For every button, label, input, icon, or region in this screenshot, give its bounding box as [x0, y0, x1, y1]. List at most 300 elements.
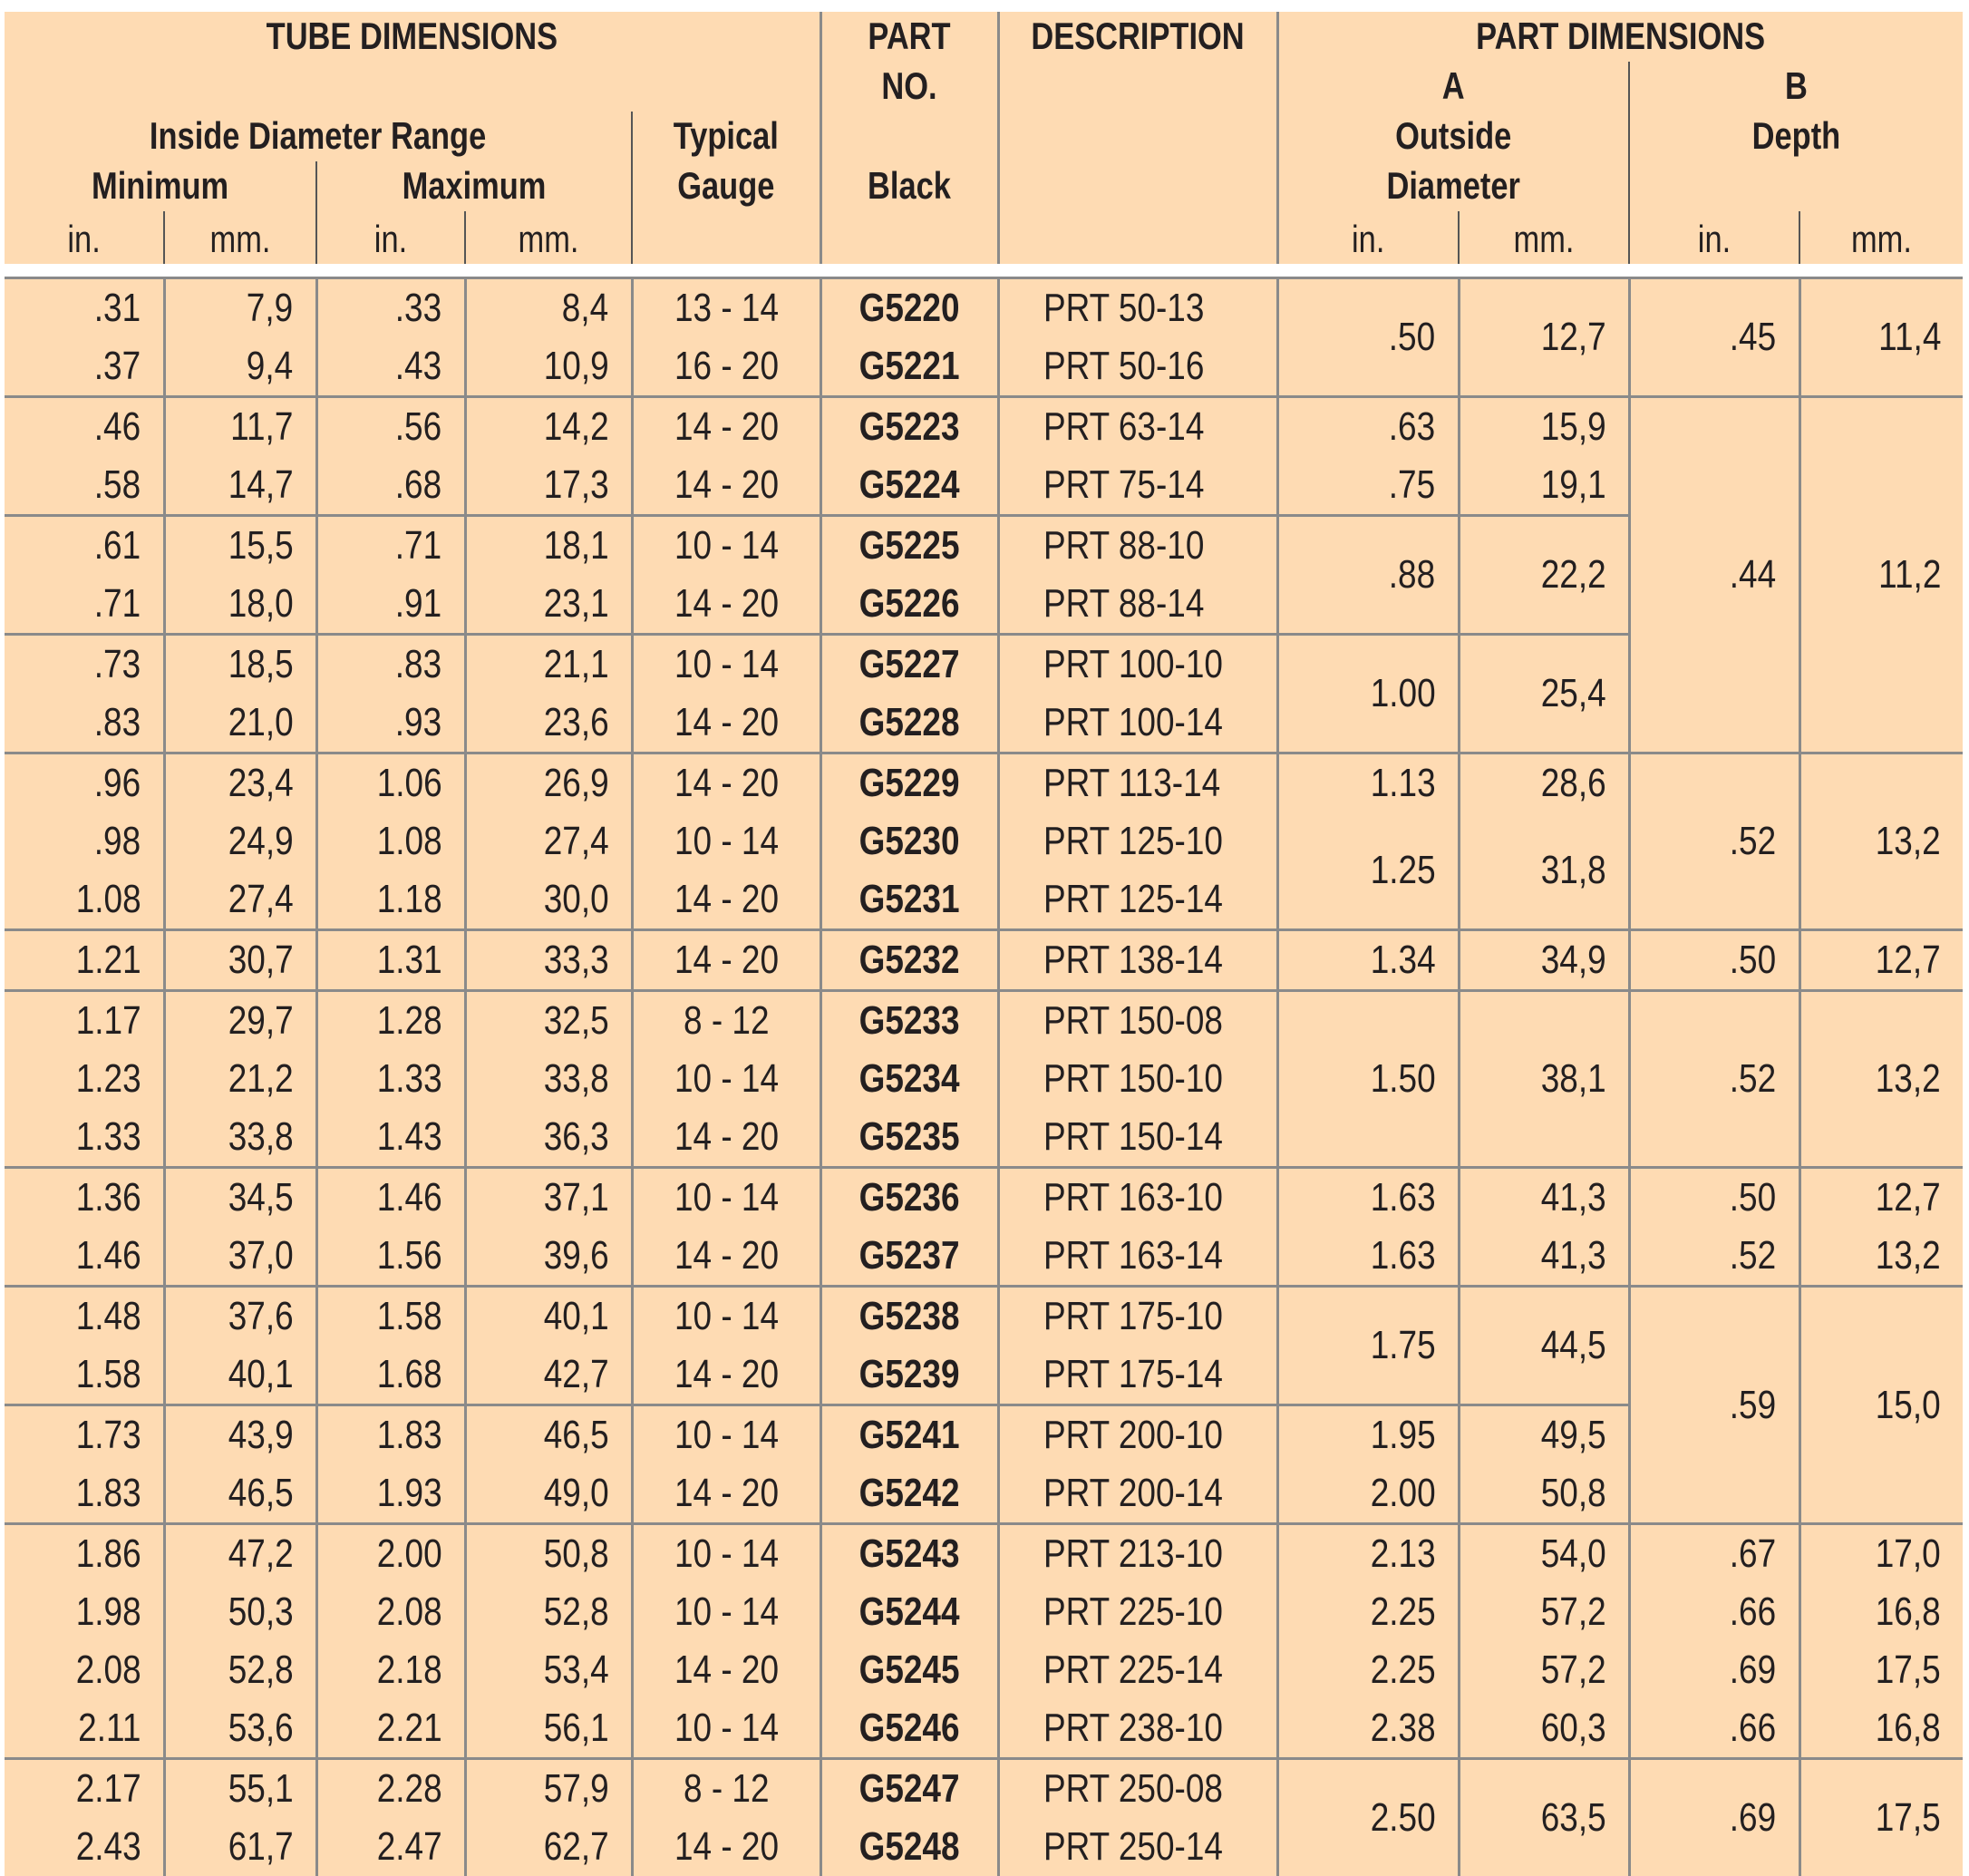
cell-gauge: [632, 1108, 820, 1168]
cell-od-mm: [1459, 1227, 1629, 1287]
unit-max-in: in.: [330, 211, 451, 264]
max-mm-value: 36,3: [544, 1108, 609, 1166]
max-in-value: 2.47: [377, 1818, 442, 1876]
cell-min-mm: [164, 991, 316, 1051]
description-value: PRT 150-14: [1043, 1108, 1223, 1166]
cell-description: [998, 1287, 1277, 1346]
cell-min-in: [5, 753, 164, 813]
cell-min-in: [5, 1405, 164, 1465]
cell-max-mm: [465, 694, 632, 753]
gauge-value: 10 - 14: [674, 636, 778, 694]
cell-min-mm: [164, 278, 316, 338]
min-mm-value: 43,9: [228, 1406, 294, 1464]
od-in-value: 1.50: [1371, 1050, 1436, 1108]
cell-max-mm: [465, 1287, 632, 1346]
cell-min-in: [5, 1759, 164, 1819]
unit-min-mm: mm.: [178, 211, 303, 264]
min-mm-value: 47,2: [228, 1525, 294, 1583]
cell-min-in: [5, 1464, 164, 1524]
description-value: PRT 150-10: [1043, 1050, 1223, 1108]
cell-min-in: [5, 456, 164, 516]
max-in-value: 1.46: [377, 1169, 442, 1227]
cell-gauge: [632, 1759, 820, 1819]
max-in-value: 1.93: [377, 1464, 442, 1522]
gauge-value: 14 - 20: [674, 754, 778, 812]
cell-od-mm: [1459, 635, 1629, 753]
od-mm-value: 57,2: [1541, 1583, 1606, 1641]
cell-max-in: [316, 1168, 465, 1228]
cell-max-mm: [465, 278, 632, 338]
gauge-heading: Gauge: [649, 161, 804, 211]
cell-min-in: [5, 575, 164, 635]
part-no-value: G5234: [859, 1050, 960, 1108]
min-mm-value: 18,5: [228, 636, 294, 694]
depth-in-value: .67: [1730, 1525, 1776, 1583]
cell-min-mm: [164, 635, 316, 695]
cell-depth-in: [1629, 1699, 1799, 1759]
cell-od-in: [1277, 456, 1459, 516]
cell-gauge: [632, 812, 820, 870]
cell-min-mm: [164, 1759, 316, 1819]
depth-mm-value: 11,2: [1878, 546, 1941, 604]
gauge-value: 13 - 14: [674, 279, 778, 337]
cell-max-in: [316, 694, 465, 753]
cell-gauge: [632, 1464, 820, 1524]
min-in-value: 1.21: [76, 931, 141, 989]
od-in-value: .63: [1389, 398, 1435, 456]
description-value: PRT 238-10: [1043, 1699, 1223, 1757]
od-in-value: 2.25: [1371, 1583, 1436, 1641]
cell-part-no: [820, 456, 998, 516]
min-mm-value: 9,4: [247, 337, 293, 395]
cell-description: [998, 635, 1277, 695]
cell-max-mm: [465, 1050, 632, 1108]
min-in-value: 1.36: [76, 1169, 141, 1227]
part-no-value: G5225: [859, 517, 960, 575]
part-no-value: G5243: [859, 1525, 960, 1583]
cell-min-in: [5, 1108, 164, 1168]
cell-min-mm: [164, 1405, 316, 1465]
cell-description: [998, 930, 1277, 991]
cell-min-mm: [164, 1287, 316, 1346]
max-mm-value: 42,7: [544, 1346, 609, 1404]
cell-gauge: [632, 1168, 820, 1228]
outside-heading: Outside: [1309, 112, 1597, 161]
max-in-value: .33: [395, 279, 441, 337]
cell-depth-mm: [1799, 930, 1963, 991]
cell-min-in: [5, 930, 164, 991]
min-mm-value: 40,1: [228, 1346, 294, 1404]
unit-a-mm: mm.: [1474, 211, 1614, 264]
cell-description: [998, 456, 1277, 516]
table-row: [5, 991, 1963, 1051]
maximum-heading: Maximum: [344, 161, 603, 211]
cell-min-in: [5, 1346, 164, 1405]
cell-part-no: [820, 516, 998, 576]
cell-gauge: [632, 1287, 820, 1346]
cell-description: [998, 694, 1277, 753]
cell-min-mm: [164, 694, 316, 753]
min-in-value: 1.48: [76, 1288, 141, 1346]
gauge-value: 14 - 20: [674, 931, 778, 989]
gauge-value: 14 - 20: [674, 1464, 778, 1522]
gauge-value: 10 - 14: [674, 1406, 778, 1464]
max-in-value: 1.06: [377, 754, 442, 812]
cell-od-mm: [1459, 397, 1629, 457]
cell-part-no: [820, 991, 998, 1051]
cell-description: [998, 1050, 1277, 1108]
table-row: [5, 1641, 1963, 1699]
cell-part-no: [820, 870, 998, 930]
od-mm-value: 49,5: [1541, 1406, 1606, 1464]
max-in-value: 1.18: [377, 870, 442, 928]
cell-gauge: [632, 991, 820, 1051]
max-mm-value: 23,6: [544, 694, 609, 752]
cell-min-in: [5, 278, 164, 338]
table-body: [5, 278, 1963, 1876]
max-mm-value: 50,8: [544, 1525, 609, 1583]
cell-gauge: [632, 1699, 820, 1759]
max-mm-value: 62,7: [544, 1818, 609, 1876]
description-value: PRT 88-10: [1043, 517, 1204, 575]
cell-max-in: [316, 1524, 465, 1584]
cell-part-no: [820, 1108, 998, 1168]
cell-od-mm: [1459, 1287, 1629, 1405]
od-in-value: 1.34: [1371, 931, 1436, 989]
cell-part-no: [820, 575, 998, 635]
depth-in-value: .44: [1730, 546, 1776, 604]
cell-od-in: [1277, 1583, 1459, 1641]
min-mm-value: 23,4: [228, 754, 294, 812]
part-no-value: G5223: [859, 398, 960, 456]
max-mm-value: 26,9: [544, 754, 609, 812]
od-in-value: 2.38: [1371, 1699, 1436, 1757]
cell-part-no: [820, 1168, 998, 1228]
cell-depth-in: [1629, 930, 1799, 991]
cell-depth-in: [1629, 1759, 1799, 1876]
cell-min-mm: [164, 1524, 316, 1584]
min-mm-value: 55,1: [228, 1760, 294, 1818]
cell-max-mm: [465, 1108, 632, 1168]
cell-description: [998, 337, 1277, 397]
cell-max-mm: [465, 1641, 632, 1699]
cell-max-mm: [465, 1524, 632, 1584]
cell-part-no: [820, 1583, 998, 1641]
cell-od-in: [1277, 397, 1459, 457]
cell-part-no: [820, 1287, 998, 1346]
cell-max-mm: [465, 397, 632, 457]
max-mm-value: 10,9: [544, 337, 609, 395]
cell-min-mm: [164, 1050, 316, 1108]
max-mm-value: 23,1: [544, 575, 609, 633]
part-no-value: G5220: [859, 279, 960, 337]
description-value: PRT 250-08: [1043, 1760, 1223, 1818]
cell-max-in: [316, 635, 465, 695]
cell-od-mm: [1459, 930, 1629, 991]
cell-depth-in: [1629, 278, 1799, 397]
od-mm-value: 25,4: [1541, 665, 1606, 723]
max-in-value: .83: [395, 636, 441, 694]
cell-depth-mm: [1799, 1583, 1963, 1641]
min-mm-value: 46,5: [228, 1464, 294, 1522]
cell-description: [998, 1108, 1277, 1168]
cell-gauge: [632, 516, 820, 576]
cell-depth-mm: [1799, 1227, 1963, 1287]
cell-od-in: [1277, 991, 1459, 1168]
min-mm-value: 34,5: [228, 1169, 294, 1227]
table-row: [5, 278, 1963, 338]
gauge-value: 14 - 20: [674, 694, 778, 752]
table-row: [5, 930, 1963, 991]
part-no-value: G5242: [859, 1464, 960, 1522]
gauge-value: 14 - 20: [674, 575, 778, 633]
min-in-value: 1.83: [76, 1464, 141, 1522]
max-mm-value: 33,3: [544, 931, 609, 989]
description-value: PRT 163-14: [1043, 1227, 1223, 1285]
gauge-value: 10 - 14: [674, 1050, 778, 1108]
cell-gauge: [632, 870, 820, 930]
cell-part-no: [820, 1818, 998, 1876]
min-mm-value: 52,8: [228, 1641, 294, 1699]
cell-gauge: [632, 1050, 820, 1108]
max-in-value: 1.56: [377, 1227, 442, 1285]
cell-description: [998, 516, 1277, 576]
gauge-value: 10 - 14: [674, 1169, 778, 1227]
min-in-value: 1.98: [76, 1583, 141, 1641]
cell-od-in: [1277, 1759, 1459, 1876]
cell-gauge: [632, 337, 820, 397]
min-mm-value: 24,9: [228, 812, 294, 870]
description-value: PRT 50-16: [1043, 337, 1204, 395]
description-value: PRT 100-14: [1043, 694, 1223, 752]
cell-min-in: [5, 991, 164, 1051]
cell-max-in: [316, 1050, 465, 1108]
cell-max-mm: [465, 1464, 632, 1524]
max-mm-value: 56,1: [544, 1699, 609, 1757]
cell-min-mm: [164, 456, 316, 516]
cell-depth-in: [1629, 1287, 1799, 1524]
cell-depth-mm: [1799, 397, 1963, 753]
cell-depth-in: [1629, 1583, 1799, 1641]
cell-od-mm: [1459, 1168, 1629, 1228]
cell-description: [998, 753, 1277, 813]
description-value: PRT 100-10: [1043, 636, 1223, 694]
cell-od-mm: [1459, 812, 1629, 930]
cell-min-mm: [164, 870, 316, 930]
unit-max-mm: mm.: [480, 211, 617, 264]
gauge-value: 8 - 12: [684, 1760, 770, 1818]
cell-max-in: [316, 753, 465, 813]
description-value: PRT 113-14: [1043, 754, 1220, 812]
max-in-value: 1.31: [377, 931, 442, 989]
cell-max-mm: [465, 1699, 632, 1759]
cell-max-in: [316, 930, 465, 991]
cell-description: [998, 1227, 1277, 1287]
cell-od-in: [1277, 1168, 1459, 1228]
part-no-value: G5227: [859, 636, 960, 694]
cell-od-in: [1277, 1699, 1459, 1759]
cell-min-mm: [164, 753, 316, 813]
od-in-value: .88: [1389, 546, 1435, 604]
min-in-value: 1.23: [76, 1050, 141, 1108]
part-no-value: G5232: [859, 931, 960, 989]
od-mm-value: 44,5: [1541, 1317, 1606, 1375]
od-in-value: 1.63: [1371, 1169, 1436, 1227]
cell-description: [998, 1759, 1277, 1819]
depth-in-value: .52: [1730, 812, 1776, 870]
cell-part-no: [820, 1346, 998, 1405]
max-in-value: 1.28: [377, 992, 442, 1050]
description-value: PRT 88-14: [1043, 575, 1204, 633]
od-mm-value: 41,3: [1541, 1169, 1606, 1227]
od-mm-value: 34,9: [1541, 931, 1606, 989]
cell-min-in: [5, 1583, 164, 1641]
od-mm-value: 63,5: [1541, 1789, 1606, 1847]
cell-od-in: [1277, 278, 1459, 397]
cell-max-in: [316, 1227, 465, 1287]
unit-b-in: in.: [1644, 211, 1784, 264]
depth-in-value: .66: [1730, 1583, 1776, 1641]
cell-description: [998, 1346, 1277, 1405]
gauge-value: 14 - 20: [674, 1641, 778, 1699]
gauge-value: 8 - 12: [684, 992, 770, 1050]
cell-gauge: [632, 694, 820, 753]
od-in-value: 2.13: [1371, 1525, 1436, 1583]
cell-part-no: [820, 1699, 998, 1759]
cell-max-in: [316, 1818, 465, 1876]
cell-max-mm: [465, 870, 632, 930]
gauge-value: 10 - 14: [674, 1525, 778, 1583]
cell-depth-mm: [1799, 1759, 1963, 1876]
part-no-value: G5233: [859, 992, 960, 1050]
description-value: PRT 150-08: [1043, 992, 1223, 1050]
table-row: [5, 753, 1963, 813]
part-no-heading-line2: NO.: [837, 62, 983, 112]
cell-min-mm: [164, 1346, 316, 1405]
part-no-value: G5231: [859, 870, 960, 928]
od-in-value: 1.00: [1371, 665, 1436, 723]
min-in-value: .83: [94, 694, 141, 752]
cell-od-in: [1277, 930, 1459, 991]
max-mm-value: 18,1: [544, 517, 609, 575]
cell-max-in: [316, 1287, 465, 1346]
cell-max-in: [316, 1759, 465, 1819]
a-heading: A: [1309, 62, 1597, 112]
min-in-value: 2.17: [76, 1760, 141, 1818]
max-mm-value: 14,2: [544, 398, 609, 456]
min-in-value: 2.43: [76, 1818, 141, 1876]
description-value: PRT 213-10: [1043, 1525, 1223, 1583]
cell-part-no: [820, 694, 998, 753]
description-value: PRT 125-14: [1043, 870, 1223, 928]
description-value: PRT 250-14: [1043, 1818, 1223, 1876]
min-in-value: .61: [94, 517, 141, 575]
max-mm-value: 57,9: [544, 1760, 609, 1818]
cell-min-mm: [164, 575, 316, 635]
od-in-value: 1.25: [1371, 841, 1436, 899]
cell-max-in: [316, 812, 465, 870]
part-no-value: G5238: [859, 1288, 960, 1346]
cell-od-mm: [1459, 1464, 1629, 1524]
gauge-value: 14 - 20: [674, 1108, 778, 1166]
max-mm-value: 32,5: [544, 992, 609, 1050]
depth-mm-value: 13,2: [1876, 1227, 1941, 1285]
max-mm-value: 17,3: [544, 456, 609, 514]
depth-mm-value: 13,2: [1876, 1050, 1941, 1108]
max-mm-value: 27,4: [544, 812, 609, 870]
cell-min-mm: [164, 1818, 316, 1876]
cell-max-in: [316, 1464, 465, 1524]
cell-min-in: [5, 516, 164, 576]
gauge-value: 10 - 14: [674, 1699, 778, 1757]
min-in-value: .37: [94, 337, 141, 395]
cell-min-mm: [164, 812, 316, 870]
max-in-value: 2.08: [377, 1583, 442, 1641]
gauge-value: 14 - 20: [674, 870, 778, 928]
cell-od-mm: [1459, 1583, 1629, 1641]
max-mm-value: 37,1: [544, 1169, 609, 1227]
od-mm-value: 54,0: [1541, 1525, 1606, 1583]
od-in-value: 1.95: [1371, 1406, 1436, 1464]
od-mm-value: 38,1: [1541, 1050, 1606, 1108]
description-heading: DESCRIPTION: [1023, 12, 1253, 62]
part-no-heading-line1: PART: [837, 12, 983, 62]
gauge-value: 16 - 20: [674, 337, 778, 395]
cell-od-mm: [1459, 753, 1629, 813]
min-mm-value: 18,0: [228, 575, 294, 633]
cell-max-in: [316, 1699, 465, 1759]
cell-max-in: [316, 575, 465, 635]
gauge-value: 14 - 20: [674, 1346, 778, 1404]
cell-depth-mm: [1799, 1641, 1963, 1699]
cell-od-in: [1277, 1524, 1459, 1584]
depth-in-value: .66: [1730, 1699, 1776, 1757]
cell-min-in: [5, 1818, 164, 1876]
part-no-value: G5241: [859, 1406, 960, 1464]
depth-in-value: .69: [1730, 1789, 1776, 1847]
description-value: PRT 138-14: [1043, 931, 1223, 989]
min-in-value: 1.17: [76, 992, 141, 1050]
cell-max-mm: [465, 1168, 632, 1228]
part-no-value: G5247: [859, 1760, 960, 1818]
part-no-value: G5226: [859, 575, 960, 633]
part-no-value: G5239: [859, 1346, 960, 1404]
od-mm-value: 41,3: [1541, 1227, 1606, 1285]
cell-part-no: [820, 278, 998, 338]
min-mm-value: 50,3: [228, 1583, 294, 1641]
part-no-value: G5235: [859, 1108, 960, 1166]
gauge-value: 14 - 20: [674, 456, 778, 514]
cell-max-mm: [465, 991, 632, 1051]
max-in-value: 1.43: [377, 1108, 442, 1166]
od-in-value: 1.63: [1371, 1227, 1436, 1285]
cell-description: [998, 575, 1277, 635]
cell-gauge: [632, 575, 820, 635]
depth-in-value: .52: [1730, 1227, 1776, 1285]
table-row: [5, 1524, 1963, 1584]
gauge-value: 14 - 20: [674, 1227, 778, 1285]
cell-min-in: [5, 337, 164, 397]
cell-depth-mm: [1799, 1287, 1963, 1524]
description-value: PRT 175-10: [1043, 1288, 1223, 1346]
cell-min-in: [5, 397, 164, 457]
cell-description: [998, 1641, 1277, 1699]
minimum-heading: Minimum: [33, 161, 288, 211]
cell-part-no: [820, 812, 998, 870]
max-in-value: .71: [395, 517, 441, 575]
cell-od-in: [1277, 1287, 1459, 1405]
cell-max-mm: [465, 1759, 632, 1819]
